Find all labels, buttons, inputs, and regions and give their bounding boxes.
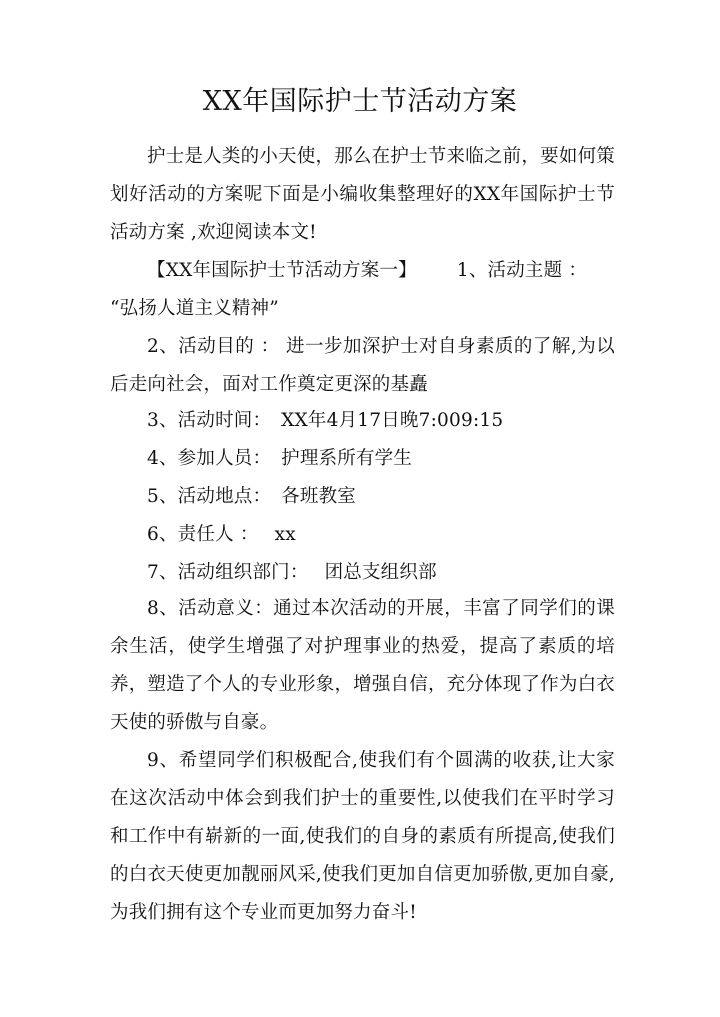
time-value: XX年4月17日晚7:009:15 [281, 410, 504, 431]
location-line [147, 478, 356, 516]
participants-value: 护理系所有学生 [281, 448, 413, 469]
participants-label: 4、参加人员： [147, 448, 272, 469]
responsible-line [147, 516, 296, 554]
hope-paragraph: 9、希望同学们积极配合,使我们有个圆满的收获,让大家在这次活动中体会到我们护士的重要性,以使我们在平时学习和工作中有崭新的一面,使我们的自身的素质有所提高,使我们的白衣天使更加靓丽风采,使我们更加自信更加骄傲,更加自豪,为我们拥有这个专业而更加努力奋斗! [110, 750, 615, 923]
responsible-label: 6、责任人 ： [147, 524, 259, 545]
significance-paragraph: 8、活动意义：通过本次活动的开展，丰富了同学们的课余生活，使学生增强了对护理事业的热爱，提高了素质的培养，塑造了个人的专业形象，增强自信，充分体现了作为白衣天使的骄傲与自豪。 [110, 598, 615, 733]
document-title: XX年国际护士节活动方案 [202, 86, 518, 117]
participants-line [147, 440, 412, 478]
responsible-value: xx [274, 524, 296, 545]
section-heading: 【XX年国际护士节活动方案一】 [147, 260, 417, 281]
intro-paragraph: 护士是人类的小天使，那么在护士节来临之前，要如何策划好活动的方案呢下面是小编收集整理好的XX年国际护士节活动方案 ,欢迎阅读本文! [110, 146, 615, 243]
organizer-line [147, 554, 437, 592]
theme-value: “弘扬人道主义精神” [110, 298, 279, 319]
organizer-value: 团总支组织部 [324, 562, 437, 583]
time-line [147, 402, 503, 440]
purpose-paragraph: 2、活动目的 ： 进一步加深护士对自身素质的了解,为以后走向社会，面对工作奠定更深的基矗 [110, 336, 615, 395]
location-value: 各班教室 [281, 486, 356, 507]
time-label: 3、活动时间： [147, 410, 272, 431]
organizer-label: 7、活动组织部门： [147, 562, 309, 583]
theme-label: 1、活动主题 ： [456, 260, 588, 281]
section-paragraph [110, 252, 615, 328]
location-label: 5、活动地点： [147, 486, 272, 507]
